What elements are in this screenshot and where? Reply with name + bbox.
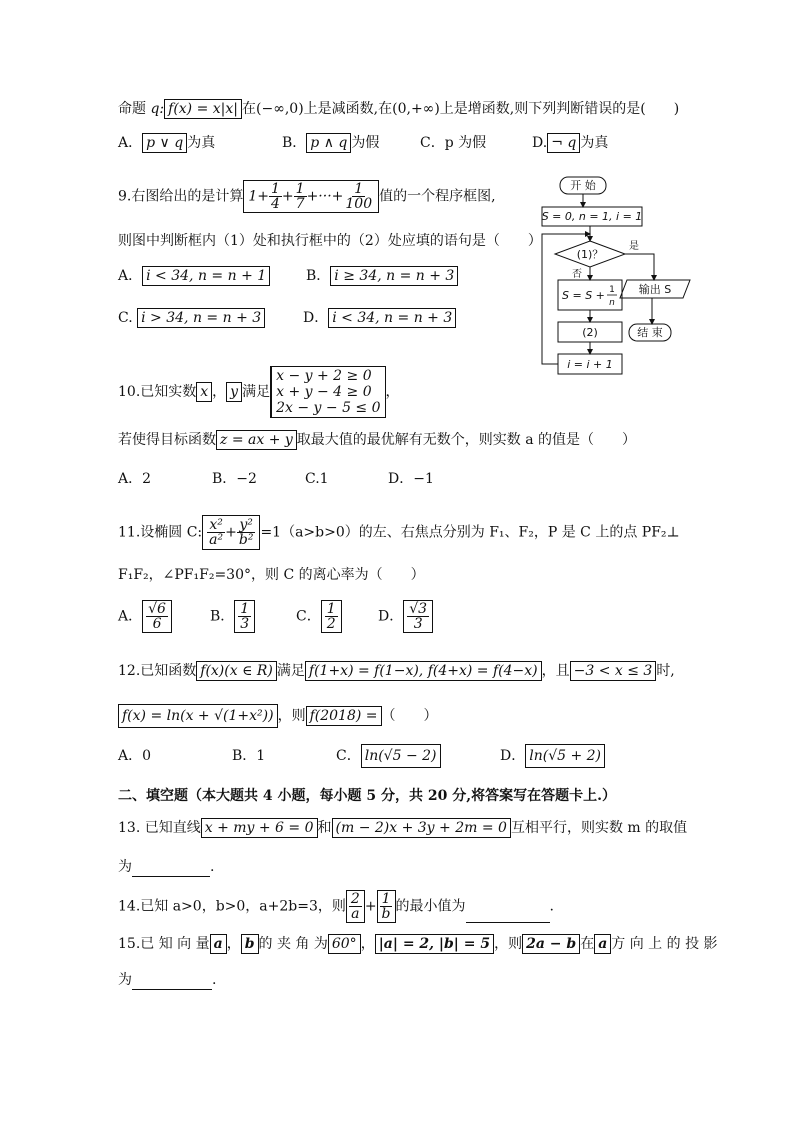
q9-frac-1-num: 1	[271, 181, 280, 197]
q11-option-a-label: A．	[118, 608, 143, 625]
q9-option-d[interactable]	[303, 308, 456, 328]
q11-frac-x-den: a²	[209, 532, 224, 548]
q10-ineq-1: x − y + 2 ≥ 0	[276, 368, 372, 384]
q12-satisfy: 满足	[276, 663, 305, 679]
q15-answer-prefix: 为	[118, 972, 132, 988]
q14-period: .	[549, 898, 554, 915]
flowchart-assign-lead: S = S +	[562, 289, 605, 302]
q13-stem	[118, 818, 687, 838]
q9-frac-2-num: 1	[295, 181, 305, 197]
q12-function-box: f(x)(x ∈ R)	[196, 661, 277, 681]
q14-answer-blank[interactable]	[466, 904, 550, 923]
q8-option-c[interactable]	[420, 133, 486, 153]
q12-stem	[118, 661, 675, 681]
q11-plus: +	[225, 524, 237, 541]
q10-line2	[118, 430, 636, 450]
q12-and: ，且	[541, 663, 570, 679]
q8-option-a-label: A．	[118, 135, 143, 151]
q13-rest: 互相平行，则实数 m 的取值	[510, 820, 688, 836]
q14-prefix: 14.已知 a>0，b>0，a+2b=3，则	[118, 898, 346, 915]
q9-frac-3-num: 1	[354, 181, 364, 197]
q8-option-d-label: D.	[532, 135, 548, 151]
q12-condition-box: f(1+x) = f(1−x), f(4+x) = f(4−x)	[305, 661, 542, 681]
flowchart-assign-num: 1	[609, 285, 615, 295]
q11-frac-y-den: b²	[238, 532, 254, 548]
q9-frac-3	[343, 182, 374, 211]
q11-option-b-label: B．	[210, 608, 235, 625]
q11-rest: =1（a>b>0）的左、右焦点分别为 F₁、F₂，P 是 C 上的点 PF₂⊥	[260, 524, 680, 541]
q11-option-b-num: 1	[240, 601, 250, 617]
q8-option-c-text: C．p 为假	[420, 135, 487, 151]
q10-comma: ，	[212, 384, 227, 400]
q10-stem	[118, 366, 400, 418]
flowchart-assign-den: n	[609, 298, 615, 308]
flowchart-init: S = 0, n = 1, i = 1	[541, 210, 643, 223]
q14-frac-2-num: 1	[381, 891, 391, 907]
q8-stem	[118, 99, 679, 119]
q9-option-d-label: D．	[303, 310, 329, 326]
q12-option-c-label: C．	[336, 748, 361, 764]
flowchart-start: 开 始	[570, 179, 596, 192]
q11-option-c[interactable]	[296, 600, 342, 633]
q12-option-d[interactable]	[500, 744, 605, 768]
q11-option-a-box	[142, 600, 172, 633]
q14-frac-2-den: b	[381, 906, 391, 922]
q14-frac-1-box	[346, 890, 365, 923]
q13-answer-line	[118, 857, 214, 877]
q15-vector-a-box: a	[210, 934, 227, 954]
q12-ask-box: f(2018) =	[306, 706, 382, 726]
q13-period: .	[210, 859, 215, 875]
q10-tail: ，	[385, 384, 400, 400]
flowchart-no: 否	[572, 269, 582, 280]
q11-option-b[interactable]	[210, 600, 255, 633]
q15-vector-b-box: b	[241, 934, 259, 954]
q11-option-b-den: 3	[240, 616, 250, 632]
q10-ineq-3: 2x − y − 5 ≤ 0	[276, 400, 381, 416]
q11-option-b-box	[234, 600, 255, 633]
q12-option-d-box: ln(√5 + 2)	[525, 744, 605, 768]
q15-answer-blank[interactable]	[132, 971, 212, 990]
q10-line2-rest: 取最大值的最优解有无数个，则实数 a 的值是（ ）	[296, 432, 637, 448]
q12-option-d-label: D．	[500, 748, 526, 764]
q10-option-b[interactable]: B．−2	[212, 471, 257, 487]
q15-magnitude-box: |a| = 2, |b| = 5	[375, 934, 494, 954]
q12-prefix: 12.已知函数	[118, 663, 197, 679]
q8-option-b-suffix: 为假	[351, 135, 380, 151]
q9-expr-lead: 1+	[248, 188, 269, 205]
q11-frac-x-num: x²	[209, 517, 223, 533]
q11-prefix: 11.设椭圆 C:	[118, 524, 203, 541]
q11-frac-y-num: y²	[239, 517, 253, 533]
q9-option-c[interactable]	[118, 308, 265, 328]
q11-stem	[118, 515, 680, 550]
q9-option-a-box: i < 34, n = n + 1	[142, 266, 270, 286]
q12-when: 时,	[656, 663, 675, 679]
q8-option-a-box: p ∨ q	[142, 133, 187, 153]
q11-option-a-num: √6	[148, 601, 166, 617]
q9-stem	[118, 180, 496, 213]
q9-option-c-box: i > 34, n = n + 3	[137, 308, 265, 328]
q10-option-c[interactable]: C.1	[305, 471, 329, 487]
q9-frac-1	[269, 182, 282, 211]
q9-prefix: 9.右图给出的是计算	[118, 188, 244, 205]
q8-option-b-box: p ∧ q	[306, 133, 351, 153]
q9-suffix: 值的一个程序框图,	[379, 188, 496, 205]
q15-angle-box: 60°	[328, 934, 361, 954]
q12-line2	[118, 704, 438, 728]
q11-frac-x	[207, 518, 225, 547]
flowchart-yes: 是	[629, 241, 639, 252]
q9-frac-3-den: 100	[345, 196, 373, 212]
q11-line2: F₁F₂，∠PF₁F₂=30°，则 C 的离心率为（ ）	[118, 567, 425, 583]
q15-then: ，则	[494, 936, 523, 952]
q8-prefix: 命题	[118, 101, 146, 117]
q13-answer-blank[interactable]	[132, 858, 210, 877]
q10-line2-prefix: 若使得目标函数	[118, 432, 216, 448]
q15-mid: 的 夹 角 为	[258, 936, 328, 952]
q8-function-box: f(x) = x|x|	[164, 99, 242, 119]
flowchart-step2: (2)	[582, 326, 598, 339]
q15-rest: 方 向 上 的 投 影	[611, 936, 718, 952]
q9-option-d-box: i < 34, n = n + 3	[328, 308, 456, 328]
q9-frac-2	[294, 182, 307, 211]
q14-frac-1-num: 2	[350, 891, 360, 907]
q14-rest: 的最小值为	[395, 898, 466, 915]
q12-option-b[interactable]: B．1	[232, 748, 266, 764]
q10-y-box: y	[226, 382, 242, 402]
q13-and: 和	[317, 820, 332, 836]
q10-option-d[interactable]: D．−1	[388, 471, 434, 487]
q9-option-b-box: i ≥ 34, n = n + 3	[330, 266, 458, 286]
q8-stem-rest: 在(−∞,0)上是减函数,在(0,+∞)上是增函数,则下列判断错误的是( )	[242, 101, 680, 117]
q8-option-b[interactable]	[282, 133, 379, 153]
flowchart-output: 输出 S	[638, 283, 672, 296]
q11-option-c-box	[321, 600, 342, 633]
q14-plus: +	[364, 898, 377, 915]
q9-option-b[interactable]	[306, 266, 458, 286]
q8-option-d-box: ¬ q	[547, 133, 580, 153]
q15-stem	[118, 934, 718, 954]
q14-stem	[118, 890, 554, 923]
q15-combination-box: 2a − b	[522, 934, 580, 954]
q10-option-a[interactable]: A．2	[118, 471, 152, 487]
q9-line2: 则图中判断框内（1）处和执行框中的（2）处应填的语句是（ ）	[118, 233, 542, 249]
q13-answer-prefix: 为	[118, 859, 132, 875]
q15-in: 在	[580, 936, 595, 952]
q11-ellipse-equation	[202, 515, 260, 550]
q11-option-a[interactable]	[118, 600, 172, 633]
flowchart-incr: i = i + 1	[567, 358, 613, 371]
q11-option-d-num: √3	[409, 601, 428, 617]
flowchart-decision: (1)？	[576, 248, 604, 261]
q9-sum-expression	[243, 180, 379, 213]
q11-option-c-label: C．	[296, 608, 321, 625]
q10-objective-box: z = ax + y	[216, 430, 297, 450]
q13-line1-box: x + my + 6 = 0	[201, 818, 318, 838]
q11-frac-y	[237, 518, 256, 547]
q13-prefix: 13. 已知直线	[118, 820, 201, 836]
q11-option-d-den: 3	[413, 616, 423, 632]
flowchart-end: 结 束	[637, 326, 663, 339]
q15-period: .	[212, 972, 217, 988]
q15-vector-a-box-2: a	[594, 934, 611, 954]
q9-frac-1-den: 4	[271, 196, 280, 212]
q12-paren: （ ）	[381, 708, 438, 724]
q9-dots: +···+	[306, 188, 344, 205]
q9-frac-2-den: 7	[295, 196, 305, 212]
q10-inequality-system	[270, 366, 385, 418]
q15-comma: ，	[226, 936, 241, 952]
q9-option-c-label: C.	[118, 310, 133, 326]
q8-option-d[interactable]	[532, 133, 608, 153]
q13-line2-box: (m − 2)x + 3y + 2m = 0	[332, 818, 511, 838]
section2-title: 二、填空题（本大题共 4 小题，每小题 5 分，共 20 分,将答案写在答题卡上.）	[118, 788, 616, 804]
q12-option-c-box: ln(√5 − 2)	[361, 744, 441, 768]
q11-option-d-box	[403, 600, 433, 633]
q8-option-a[interactable]	[118, 133, 215, 153]
q15-prefix: 15.已 知 向 量	[118, 936, 210, 952]
q9-option-a-label: A．	[118, 268, 143, 284]
q11-option-d[interactable]	[378, 600, 433, 633]
q14-frac-1-den: a	[351, 906, 360, 922]
q9-option-b-label: B．	[306, 268, 331, 284]
q12-then: ，则	[277, 708, 306, 724]
program-flowchart	[530, 172, 700, 382]
q15-answer-line	[118, 970, 216, 990]
q8-option-b-label: B．	[282, 135, 307, 151]
q10-ineq-2: x + y − 4 ≥ 0	[276, 384, 372, 400]
q9-plus: +	[281, 188, 294, 205]
q12-range-box: −3 < x ≤ 3	[570, 661, 657, 681]
q12-definition-box: f(x) = ln(x + √(1+x²))	[118, 704, 278, 728]
q11-option-c-num: 1	[326, 601, 336, 617]
q8-option-d-suffix: 为真	[580, 135, 609, 151]
q11-option-c-den: 2	[326, 616, 336, 632]
q11-option-a-den: 6	[152, 616, 162, 632]
q9-option-a[interactable]	[118, 266, 270, 286]
q11-option-d-label: D．	[378, 608, 404, 625]
q8-option-a-suffix: 为真	[187, 135, 216, 151]
q12-option-a[interactable]: A．0	[118, 748, 152, 764]
q8-q-label: q:	[150, 101, 165, 117]
q10-satisfy: 满足	[242, 384, 271, 400]
q14-frac-2-box	[377, 890, 396, 923]
q15-comma2: ，	[360, 936, 375, 952]
q12-option-c[interactable]	[336, 744, 441, 768]
q10-x-box: x	[196, 382, 212, 402]
q10-prefix: 10.已知实数	[118, 384, 197, 400]
